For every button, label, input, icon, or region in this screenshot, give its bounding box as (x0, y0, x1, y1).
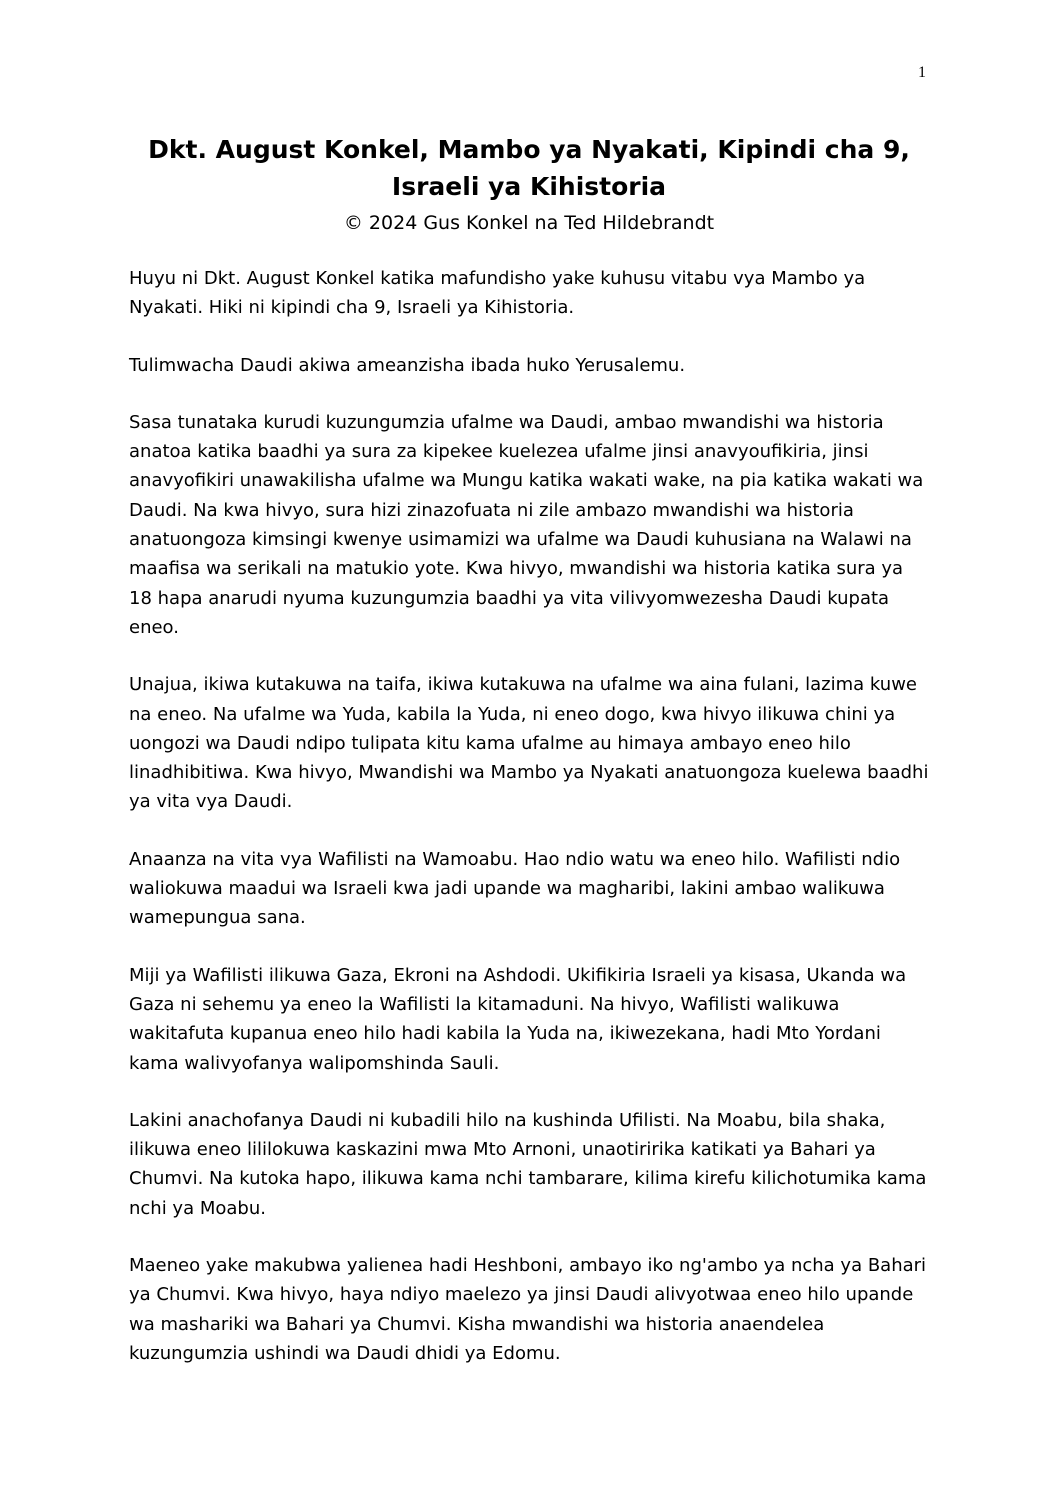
paragraph-2: Tulimwacha Daudi akiwa ameanzisha ibada huko Yerusalemu. (129, 354, 686, 376)
paragraph-4: Unajua, ikiwa kutakuwa na taifa, ikiwa kutakuwa na ufalme wa aina fulani, lazima kuwe na eneo. Na ufalme wa Yuda, kabila la Yuda, ni eneo dogo, kwa hivyo ilikuwa chini ya uongozi wa Daudi ndipo tulipata kitu kama ufalme au himaya ambayo eneo hilo linadhibitiwa. Kwa hivyo, Mwandishi wa Mambo ya Nyakati anatuongoza kuelewa baadhi ya vita vya Daudi. (129, 674, 929, 813)
paragraph-5: Anaanza na vita vya Wafilisti na Wamoabu. Hao ndio watu wa eneo hilo. Wafilisti ndio waliokuwa maadui wa Israeli kwa jadi upande wa magharibi, lakini ambao walikuwa wamepungua sana. (129, 848, 901, 929)
page-number: 1 (918, 64, 926, 81)
paragraph-8: Maeneo yake makubwa yalienea hadi Heshboni, ambayo iko ng'ambo ya ncha ya Bahari ya Chumvi. Kwa hivyo, haya ndiyo maelezo ya jinsi Daudi alivyotwaa eneo hilo upande wa mashariki wa Bahari ya Chumvi. Kisha mwandishi wa historia anaendelea kuzungumzia ushindi wa Daudi dhidi ya Edomu. (129, 1255, 927, 1364)
paragraph-6: Miji ya Wafilisti ilikuwa Gaza, Ekroni na Ashdodi. Ukifikiria Israeli ya kisasa, Ukanda wa Gaza ni sehemu ya eneo la Wafilisti la kitamaduni. Na hivyo, Wafilisti walikuwa wakitafuta kupanua eneo hilo hadi kabila la Yuda na, ikiwezekana, hadi Mto Yordani kama walivyofanya walipomshinda Sauli. (129, 964, 907, 1074)
paragraph-7: Lakini anachofanya Daudi ni kubadili hilo na kushinda Ufilisti. Na Moabu, bila shaka, ilikuwa eneo lililokuwa kaskazini mwa Mto Arnoni, unaotiririka katikati ya Bahari ya Chumvi. Na kutoka hapo, ilikuwa kama nchi tambarare, kilima kirefu kilichotumika kama nchi ya Moabu. (129, 1109, 927, 1219)
title-line-2: Israeli ya Kihistoria (391, 172, 667, 201)
paragraph-1: Huyu ni Dkt. August Konkel katika mafundisho yake kuhusu vitabu vya Mambo ya Nyakati. Hiki ni kipindi cha 9, Israeli ya Kihistoria. (129, 268, 866, 319)
paragraph-3: Sasa tunataka kurudi kuzungumzia ufalme wa Daudi, ambao mwandishi wa historia anatoa katika baadhi ya sura za kipekee kuelezea ufalme jinsi anavyoufikiria, jinsi anavyofikiri unawakilisha ufalme wa Mungu katika wakati wake, na pia katika wakati wa Daudi. Na kwa hivyo, sura hizi zinazofuata ni zile ambazo mwandishi wa historia anatuongoza kimsingi kwenye usimamizi wa ufalme wa Daudi kuhusiana na Walawi na maafisa wa serikali na matukio yote. Kwa hivyo, mwandishi wa historia katika sura ya 18 hapa anarudi nyuma kuzungumzia baadhi ya vita vilivyomwezesha Daudi kupata eneo. (129, 411, 924, 638)
document-body (129, 264, 929, 1396)
copyright-line: © 2024 Gus Konkel na Ted Hildebrandt (343, 212, 715, 234)
title-line-1: Dkt. August Konkel, Mambo ya Nyakati, Kipindi cha 9, (148, 135, 910, 164)
document-title (0, 131, 1058, 205)
